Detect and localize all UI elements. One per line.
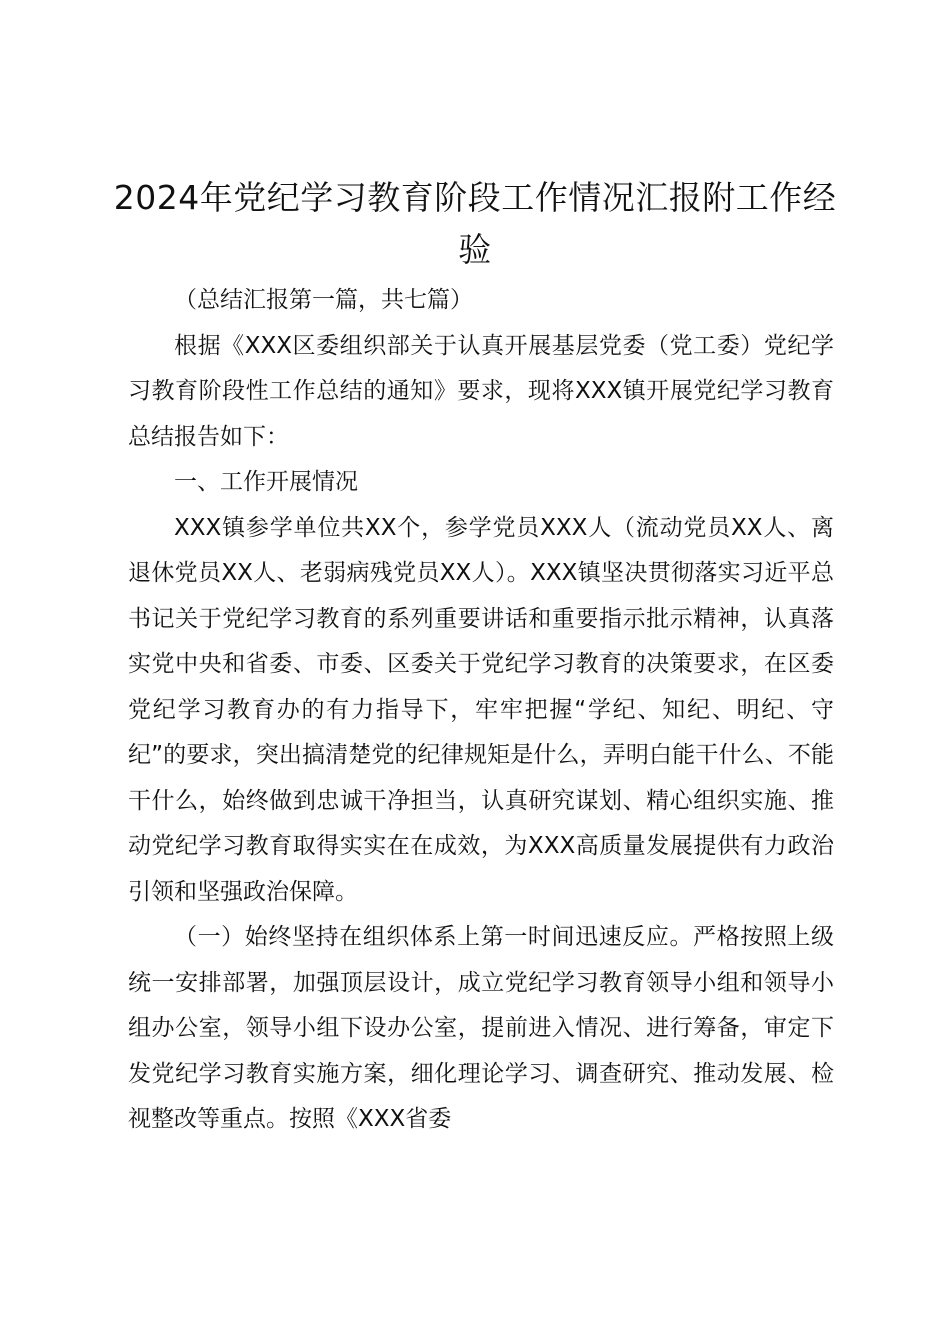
subsection-paragraph: （一）始终坚持在组织体系上第一时间迅速反应。严格按照上级统一安排部署，加强顶层设计，成立党纪学习教育领导小组和领导小组办公室，领导小组下设办公室，提前进入情况、进行筹备，审定下发党纪学习教育实施方案，细化理论学习、调查研究、推动发展、检视整改等重点。按照《XXX省委 — [128, 924, 834, 1132]
intro-paragraph: 根据《XXX区委组织部关于认真开展基层党委（党工委）党纪学习教育阶段性工作总结的通知》要求，现将XXX镇开展党纪学习教育总结报告如下： — [128, 332, 834, 450]
overview-paragraph: XXX镇参学单位共XX个，参学党员XXX人（流动党员XX人、离退休党员XX人、老弱病残党员XX人）。XXX镇坚决贯彻落实习近平总书记关于党纪学习教育的系列重要讲话和重要指示批示精神，认真落实党中央和省委、市委、区委关于党纪学习教育的决策要求，在区委党纪学习教育办的有力指导下，牢牢把握“学纪、知纪、明纪、守纪”的要求，突出搞清楚党的纪律规矩是什么，弄明白能干什么、不能干什么，始终做到忠诚干净担当，认真研究谋划、精心组织实施、推动党纪学习教育取得实实在在成效，为XXX高质量发展提供有力政治引领和坚强政治保障。 — [128, 514, 834, 905]
document-title: 2024年党纪学习教育阶段工作情况汇报附工作经验 — [113, 178, 837, 269]
document-body — [128, 278, 834, 1143]
section-heading: 一、工作开展情况 — [174, 469, 358, 495]
subtitle-note: （总结汇报第一篇，共七篇） — [174, 287, 473, 313]
